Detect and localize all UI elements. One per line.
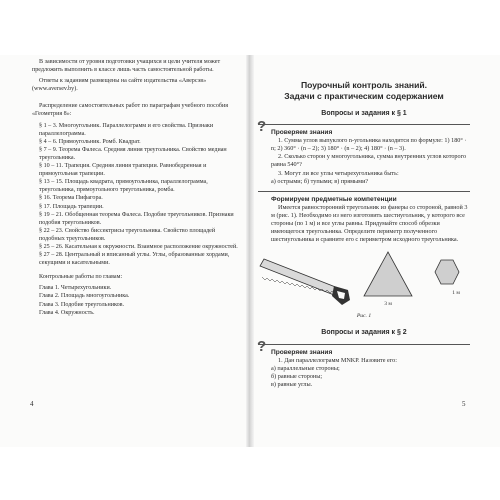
question-4-c: в) равные углы. [271,380,313,388]
distribution-item: § 4 – 6. Прямоугольник. Ромб. Квадрат. [39,138,141,145]
control-item: Глава 1. Четырехугольники. [39,285,112,292]
right-page [258,58,470,389]
control-item: Глава 2. Площадь многоугольника. [39,293,130,300]
page-title [258,80,470,101]
intro-paragraph: В зависимости от уровня подготовки учащихся и цели учителя может предложить выполнить в классе лишь часть самостоятельной работы. [32,59,221,74]
distribution-item: § 27 – 28. Центральный и вписанный углы. Углы, образованные хордами, секущими и касательными. [39,252,230,267]
distribution-item: § 1 – 3. Многоугольник. Параллелограмм и его свойства. Признаки параллелограмма. [39,122,214,137]
question-2: 2. Сколько сторон у многоугольника, сумма внутренних углов которого равна 540°? [271,153,467,169]
page-number-left: 4 [30,400,34,408]
competence-block [258,191,470,245]
question-4-b: б) равные стороны; [271,372,323,380]
section2-title: Вопросы и задания к § 2 [321,329,407,337]
question-4: 1. Дан параллелограмм MNKP. Назовите его: [278,356,397,364]
distribution-item: § 17. Площадь трапеции. [39,203,104,210]
control-item: Глава 4. Окружность. [39,309,95,316]
distribution-list [32,122,238,268]
check-knowledge-block-2 [257,337,470,389]
question-mark-icon: ? [257,337,267,355]
hexagon-shape [435,260,459,284]
competence-text: Имеется равносторонний треугольник из фанеры со стороной, равной 3 м (рис. 1). Необходимо из него изготовить шестиугольник, у которого все стороны (по 1 м) и все углы равны. Придумайте способ обрезки имеющегося треугольника. Определите периметр полученного шестиугольника и сравните его с периметром исходного треугольника. [271,203,468,244]
distribution-item: § 10 – 11. Трапеция. Средняя линия трапеции. Равнобедренная и прямоугольная трапеции. [39,163,207,178]
control-item: Глава 3. Подобие треугольников. [39,301,125,308]
page-number-right: 5 [462,400,466,408]
question-3-options: а) острыми; б) тупыми; в) прямыми? [271,177,369,185]
check-knowledge-title-2: Проверяем знания [271,348,333,356]
distribution-item: § 22 – 23. Свойство биссектрисы треугольника. Свойство площадей подобных треугольников. [39,227,216,242]
distribution-item: § 16. Теорема Пифагора. [39,195,103,202]
question-1: 1. Сумма углов выпуклого n-угольника находится по формуле: 1) 180° · n; 2) 360° · (n – 2); 3) 180° · (n – 2); 4) 180° · (n – 3). [271,137,467,153]
control-title: Контрольные работы по главам: [39,274,123,281]
page-title-line2: Задачи с практическим содержанием [284,90,444,101]
page-title-line1: Поурочный контроль знаний. [300,80,428,90]
figure-caption: Рис. 1 [356,313,372,320]
saw-icon [260,259,350,305]
left-page [32,58,238,317]
figure-1-drawing [258,250,470,312]
triangle-shape [364,252,412,296]
competence-title: Формируем предметные компетенции [271,195,397,203]
check-knowledge-title: Проверяем знания [271,129,333,137]
figure-1 [258,250,470,312]
question-3: 3. Могут ли все углы четырехугольника быть: [278,169,399,177]
distribution-title: Распределение самостоятельных работ по параграфам учебного пособия «Геометрия 8»: [32,103,229,118]
hexagon-side-label: 1 м [452,290,460,297]
distribution-item: § 19 – 21. Обобщенная теорема Фалеса. Подобие треугольников. Признаки подобия треугольников. [39,211,234,226]
distribution-item: § 7 – 9. Теорема Фалеса. Средняя линия треугольника. Свойство медиан треугольника. [39,146,227,161]
book-gutter [246,55,254,447]
triangle-side-label: 3 м [384,301,392,308]
answers-paragraph: Ответы к заданиям размещены на сайте издательства «Аверсэв» (www.aversev.by). [32,78,207,93]
distribution-item: § 13 – 15. Площадь квадрата, прямоугольника, параллелограмма, треугольника, прямоугольного треугольника, ромба. [39,179,208,194]
distribution-item: § 25 – 26. Касательная к окружности. Взаимное расположение окружностей. [39,243,238,250]
question-mark-icon: ? [257,118,267,136]
section1-title: Вопросы и задания к § 1 [321,110,407,117]
control-list [32,284,238,316]
question-4-a: а) параллельные стороны; [271,364,340,372]
check-knowledge-block [257,118,470,186]
